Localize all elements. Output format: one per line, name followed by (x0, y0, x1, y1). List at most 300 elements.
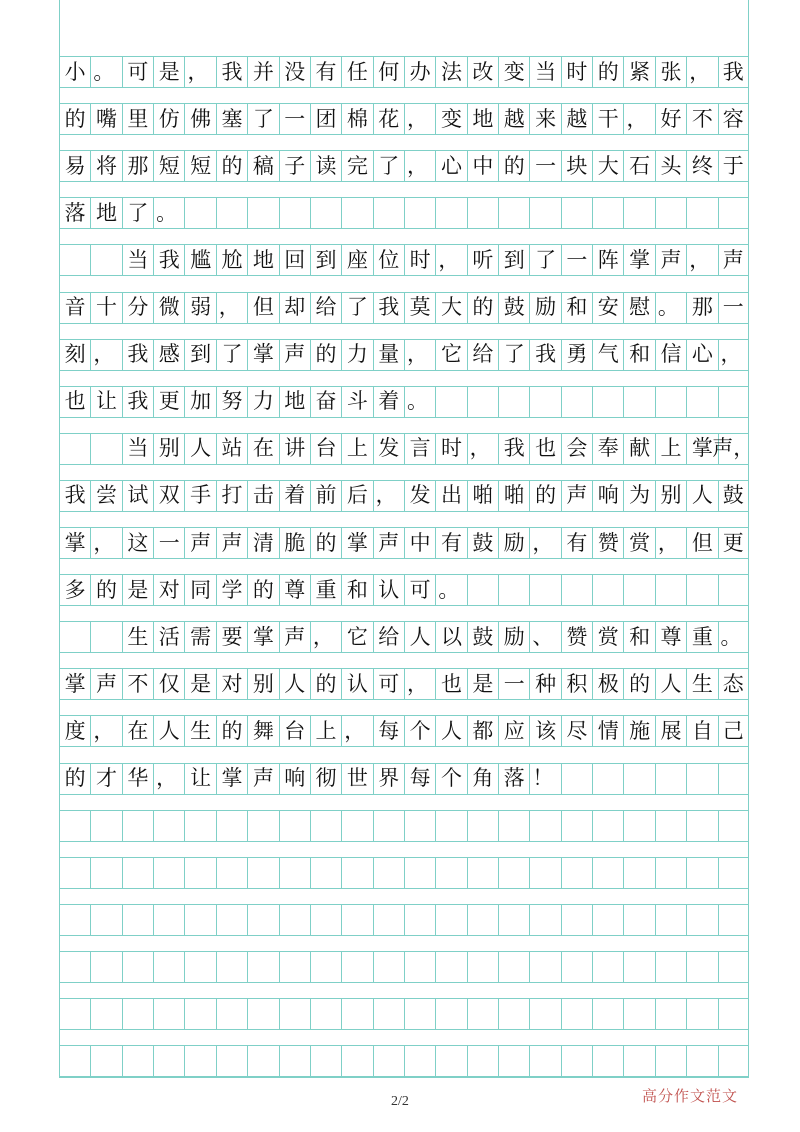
grid-cell: 的 (310, 339, 341, 371)
grid-cell (341, 904, 372, 936)
grid-cell: 勇 (561, 339, 592, 371)
grid-cell: 奉 (592, 433, 623, 465)
grid-cell: 着 (373, 386, 404, 418)
grid-cell: 啪 (467, 480, 498, 512)
grid-cell (623, 904, 654, 936)
grid-cell (592, 904, 623, 936)
grid-cell: 花 (373, 103, 404, 135)
grid-cell (623, 197, 654, 229)
grid-cell: 。 (655, 292, 686, 324)
grid-cell: 以 (435, 621, 466, 653)
grid-cell: 嘴 (90, 103, 121, 135)
grid-cell (279, 857, 310, 889)
grid-cell: 积 (561, 668, 592, 700)
grid-cell: 了 (247, 103, 278, 135)
grid-cell: 声 (373, 527, 404, 559)
grid-cell: 发 (373, 433, 404, 465)
grid-cell (467, 1045, 498, 1077)
grid-cell (90, 951, 121, 983)
grid-cell: 赏 (592, 621, 623, 653)
grid-cell (718, 197, 749, 229)
grid-cell (122, 1045, 153, 1077)
grid-cell (686, 197, 717, 229)
grid-cell: 我 (216, 56, 247, 88)
grid-cell: 塞 (216, 103, 247, 135)
grid-cell: 短 (153, 150, 184, 182)
grid-cell (184, 857, 215, 889)
grid-cell: 回 (279, 244, 310, 276)
grid-cell: 奋 (310, 386, 341, 418)
grid-cell: 和 (623, 339, 654, 371)
grid-cell (435, 197, 466, 229)
grid-cell: 棉 (341, 103, 372, 135)
grid-cell: 尊 (655, 621, 686, 653)
grid-cell (467, 574, 498, 606)
grid-cell (686, 857, 717, 889)
grid-cell (122, 998, 153, 1030)
grid-cell (498, 857, 529, 889)
grid-cell (373, 857, 404, 889)
grid-cell (561, 951, 592, 983)
grid-cell (529, 904, 560, 936)
grid-cell: 我 (122, 386, 153, 418)
grid-cell (623, 998, 654, 1030)
grid-cell: 极 (592, 668, 623, 700)
grid-cell (279, 197, 310, 229)
grid-cell: 人 (404, 621, 435, 653)
grid-cell: 的 (310, 527, 341, 559)
grid-cell: 中 (467, 150, 498, 182)
grid-cell (498, 197, 529, 229)
grid-cell (718, 810, 749, 842)
grid-cell: 。 (90, 56, 121, 88)
grid-cell (498, 810, 529, 842)
grid-cell: ， (686, 244, 717, 276)
grid-cell: ， (404, 339, 435, 371)
grid-cell (467, 197, 498, 229)
grid-cell: 时 (561, 56, 592, 88)
grid-cell: ， (529, 527, 560, 559)
grid-cell (279, 951, 310, 983)
grid-cell: 十 (90, 292, 121, 324)
grid-cell: 大 (592, 150, 623, 182)
grid-cell (592, 1045, 623, 1077)
grid-cell: 不 (122, 668, 153, 700)
grid-cell (498, 386, 529, 418)
grid-cell: 石 (623, 150, 654, 182)
grid-cell (279, 998, 310, 1030)
grid-cell: 的 (467, 292, 498, 324)
grid-cell: 应 (498, 715, 529, 747)
grid-cell (718, 386, 749, 418)
grid-cell: 掌 (623, 244, 654, 276)
grid-cell (216, 1045, 247, 1077)
grid-cell: 大 (435, 292, 466, 324)
grid-cell: 座 (341, 244, 372, 276)
grid-cell (529, 810, 560, 842)
grid-cell (341, 1045, 372, 1077)
grid-cell: 清 (247, 527, 278, 559)
grid-cell: 尬 (216, 244, 247, 276)
grid-cell: 生 (184, 715, 215, 747)
grid-cell (467, 998, 498, 1030)
grid-cell: 的 (247, 574, 278, 606)
grid-cell: 力 (341, 339, 372, 371)
grid-cell: 团 (310, 103, 341, 135)
grid-cell: 别 (247, 668, 278, 700)
grid-cell: 生 (686, 668, 717, 700)
grid-cell: 慰 (623, 292, 654, 324)
grid-cell (592, 998, 623, 1030)
grid-cell (310, 1045, 341, 1077)
grid-cell: ， (90, 527, 121, 559)
grid-row (59, 480, 749, 512)
grid-cell (623, 574, 654, 606)
grid-cell: 块 (561, 150, 592, 182)
grid-cell: 更 (718, 527, 749, 559)
grid-cell: 啪 (498, 480, 529, 512)
grid-cell: 仿 (153, 103, 184, 135)
grid-cell: 了 (216, 339, 247, 371)
grid-cell (467, 810, 498, 842)
grid-cell: 掌 (686, 433, 717, 465)
grid-cell: 安 (592, 292, 623, 324)
grid-cell: 声 (718, 244, 749, 276)
grid-cell: 励 (529, 292, 560, 324)
grid-cell: 人 (435, 715, 466, 747)
grid-cell: 声 (561, 480, 592, 512)
grid-cell (59, 244, 90, 276)
grid-cell (59, 998, 90, 1030)
grid-cell: 。 (153, 197, 184, 229)
grid-cell (153, 998, 184, 1030)
grid-cell: 地 (279, 386, 310, 418)
grid-cell: 当 (529, 56, 560, 88)
grid-cell: 那 (122, 150, 153, 182)
grid-cell (341, 857, 372, 889)
grid-cell: 脆 (279, 527, 310, 559)
grid-cell: 一 (561, 244, 592, 276)
grid-cell (623, 386, 654, 418)
grid-cell: 的 (592, 56, 623, 88)
grid-cell (404, 810, 435, 842)
grid-cell (373, 951, 404, 983)
grid-cell (247, 197, 278, 229)
grid-cell (623, 951, 654, 983)
grid-cell (686, 1045, 717, 1077)
grid-cell: 变 (435, 103, 466, 135)
grid-cell: 。 (404, 386, 435, 418)
grid-cell: 态 (718, 668, 749, 700)
grid-cell (498, 951, 529, 983)
grid-cell (90, 621, 121, 653)
grid-cell: 我 (153, 244, 184, 276)
grid-cell (184, 904, 215, 936)
grid-cell: 加 (184, 386, 215, 418)
page-number: 2/2 (391, 1094, 409, 1109)
grid-cell: ， (467, 433, 498, 465)
grid-cell: 对 (153, 574, 184, 606)
grid-cell: 掌 (216, 763, 247, 795)
grid-cell: 了 (122, 197, 153, 229)
grid-cell: 位 (373, 244, 404, 276)
grid-cell: 感 (153, 339, 184, 371)
grid-cell: 响 (592, 480, 623, 512)
grid-cell (310, 857, 341, 889)
grid-cell: 易 (59, 150, 90, 182)
grid-cell: 声 (655, 244, 686, 276)
grid-cell: 声 (90, 668, 121, 700)
grid-cell (247, 857, 278, 889)
grid-cell: 到 (310, 244, 341, 276)
grid-cell: 励 (498, 621, 529, 653)
grid-cell: 认 (373, 574, 404, 606)
grid-cell (561, 763, 592, 795)
grid-cell: 鼓 (467, 527, 498, 559)
grid-cell: 了 (373, 150, 404, 182)
grid-cell: 同 (184, 574, 215, 606)
grid-cell: 有 (310, 56, 341, 88)
grid-cell (623, 810, 654, 842)
grid-cell: 一 (498, 668, 529, 700)
grid-cell (686, 763, 717, 795)
grid-cell: ， (623, 103, 654, 135)
grid-cell: 地 (247, 244, 278, 276)
grid-cell: 更 (153, 386, 184, 418)
grid-cell: 。 (435, 574, 466, 606)
grid-cell (279, 810, 310, 842)
grid-cell (373, 197, 404, 229)
grid-cell (310, 998, 341, 1030)
grid-cell: 赞 (592, 527, 623, 559)
grid-cell: 和 (623, 621, 654, 653)
grid-cell (341, 998, 372, 1030)
composition-grid (59, 0, 755, 1078)
grid-cell: 办 (404, 56, 435, 88)
grid-cell (122, 857, 153, 889)
grid-cell: 分 (122, 292, 153, 324)
grid-cell: ， (655, 527, 686, 559)
grid-cell: 斗 (341, 386, 372, 418)
grid-row (59, 574, 749, 606)
grid-cell: 但 (686, 527, 717, 559)
grid-cell: 于 (718, 150, 749, 182)
grid-cell (529, 998, 560, 1030)
grid-cell: 到 (498, 244, 529, 276)
watermark-logo: 高分作文范文 (641, 1087, 738, 1105)
grid-cell: 佛 (184, 103, 215, 135)
grid-cell: 言 (404, 433, 435, 465)
grid-cell: 世 (341, 763, 372, 795)
grid-cell: 华 (122, 763, 153, 795)
grid-cell: 了 (341, 292, 372, 324)
grid-cell: 掌 (59, 527, 90, 559)
grid-cell (59, 951, 90, 983)
grid-cell: 但 (247, 292, 278, 324)
grid-cell: 努 (216, 386, 247, 418)
grid-cell: 认 (341, 668, 372, 700)
grid-cell: 改 (467, 56, 498, 88)
grid-cell (90, 857, 121, 889)
grid-cell (373, 1045, 404, 1077)
grid-cell: 励 (498, 527, 529, 559)
grid-cell: 法 (435, 56, 466, 88)
grid-cell (498, 998, 529, 1030)
grid-cell: 该 (529, 715, 560, 747)
grid-cell (655, 763, 686, 795)
grid-cell (153, 951, 184, 983)
grid-row (59, 810, 749, 842)
grid-cell: 地 (467, 103, 498, 135)
grid-cell: 力 (247, 386, 278, 418)
grid-cell: 我 (529, 339, 560, 371)
grid-cell: 活 (153, 621, 184, 653)
grid-cell: 任 (341, 56, 372, 88)
grid-cell (561, 810, 592, 842)
grid-cell: 时 (435, 433, 466, 465)
grid-cell: 心 (435, 150, 466, 182)
grid-cell: ， (341, 715, 372, 747)
grid-cell (184, 197, 215, 229)
grid-cell: 是 (153, 56, 184, 88)
grid-cell: 声 (216, 527, 247, 559)
grid-cell (655, 904, 686, 936)
grid-cell (718, 904, 749, 936)
grid-cell: 要 (216, 621, 247, 653)
grid-cell: 人 (655, 668, 686, 700)
grid-cell (435, 998, 466, 1030)
grid-cell: ， (90, 339, 121, 371)
grid-cell: 度 (59, 715, 90, 747)
grid-cell: 刻 (59, 339, 90, 371)
grid-row (59, 197, 749, 229)
grid-cell: 自 (686, 715, 717, 747)
grid-cell: 重 (310, 574, 341, 606)
grid-row (59, 527, 749, 559)
grid-cell (655, 857, 686, 889)
grid-cell: 读 (310, 150, 341, 182)
grid-cell (655, 574, 686, 606)
grid-cell: 人 (184, 433, 215, 465)
grid-cell (561, 197, 592, 229)
grid-cell (247, 998, 278, 1030)
grid-cell (686, 951, 717, 983)
grid-cell (623, 1045, 654, 1077)
grid-cell: 容 (718, 103, 749, 135)
grid-cell (592, 763, 623, 795)
grid-cell (435, 857, 466, 889)
grid-cell: 打 (216, 480, 247, 512)
grid-cell: 音 (59, 292, 90, 324)
grid-row (59, 763, 749, 795)
grid-cell (686, 810, 717, 842)
grid-cell (592, 810, 623, 842)
grid-cell: 的 (90, 574, 121, 606)
grid-cell (655, 386, 686, 418)
grid-cell (153, 857, 184, 889)
grid-cell (623, 857, 654, 889)
grid-cell (90, 1045, 121, 1077)
grid-cell: 心 (686, 339, 717, 371)
grid-cell: 给 (310, 292, 341, 324)
grid-cell: 张 (655, 56, 686, 88)
grid-cell: 的 (529, 480, 560, 512)
grid-cell: 它 (341, 621, 372, 653)
grid-cell: 施 (623, 715, 654, 747)
grid-cell: 都 (467, 715, 498, 747)
grid-cell: 让 (90, 386, 121, 418)
grid-cell: 双 (153, 480, 184, 512)
grid-cell (498, 574, 529, 606)
grid-cell (655, 998, 686, 1030)
grid-cell: ， (153, 763, 184, 795)
grid-cell: 响 (279, 763, 310, 795)
grid-cell: ， (310, 621, 341, 653)
grid-row (59, 951, 749, 983)
grid-cell: 我 (718, 56, 749, 88)
grid-cell (59, 810, 90, 842)
grid-cell (529, 197, 560, 229)
grid-cell: ， (404, 103, 435, 135)
grid-cell (498, 1045, 529, 1077)
grid-cell: 也 (529, 433, 560, 465)
grid-cell: 生 (122, 621, 153, 653)
grid-cell: 上 (310, 715, 341, 747)
grid-cell: 是 (122, 574, 153, 606)
grid-cell (216, 197, 247, 229)
grid-cell: ， (373, 480, 404, 512)
grid-cell (655, 197, 686, 229)
grid-cell (184, 998, 215, 1030)
grid-cell: 鼓 (718, 480, 749, 512)
grid-row (59, 998, 749, 1030)
grid-cell (561, 386, 592, 418)
grid-cell (718, 857, 749, 889)
grid-cell (216, 998, 247, 1030)
grid-row (59, 668, 749, 700)
grid-cell: 前 (310, 480, 341, 512)
grid-cell: 有 (561, 527, 592, 559)
grid-cell (529, 1045, 560, 1077)
grid-cell (467, 904, 498, 936)
grid-cell: 的 (623, 668, 654, 700)
grid-cell: 台 (279, 715, 310, 747)
grid-cell: 一 (529, 150, 560, 182)
grid-cell: 变 (498, 56, 529, 88)
grid-cell (686, 574, 717, 606)
grid-cell: 当 (122, 244, 153, 276)
grid-cell: ， (216, 292, 247, 324)
grid-row (59, 292, 749, 324)
grid-cell: ！ (529, 763, 560, 795)
grid-cell: 上 (655, 433, 686, 465)
grid-cell (310, 904, 341, 936)
grid-cell (341, 951, 372, 983)
grid-cell: 可 (373, 668, 404, 700)
grid-cell (718, 574, 749, 606)
grid-cell: 给 (467, 339, 498, 371)
grid-cell (216, 857, 247, 889)
grid-cell: 紧 (623, 56, 654, 88)
grid-cell: 越 (561, 103, 592, 135)
grid-cell: 。 (718, 621, 749, 653)
grid-cell (90, 998, 121, 1030)
grid-cell (184, 810, 215, 842)
grid-cell (655, 1045, 686, 1077)
grid-cell: 却 (279, 292, 310, 324)
grid-cell (90, 244, 121, 276)
grid-cell: 了 (498, 339, 529, 371)
